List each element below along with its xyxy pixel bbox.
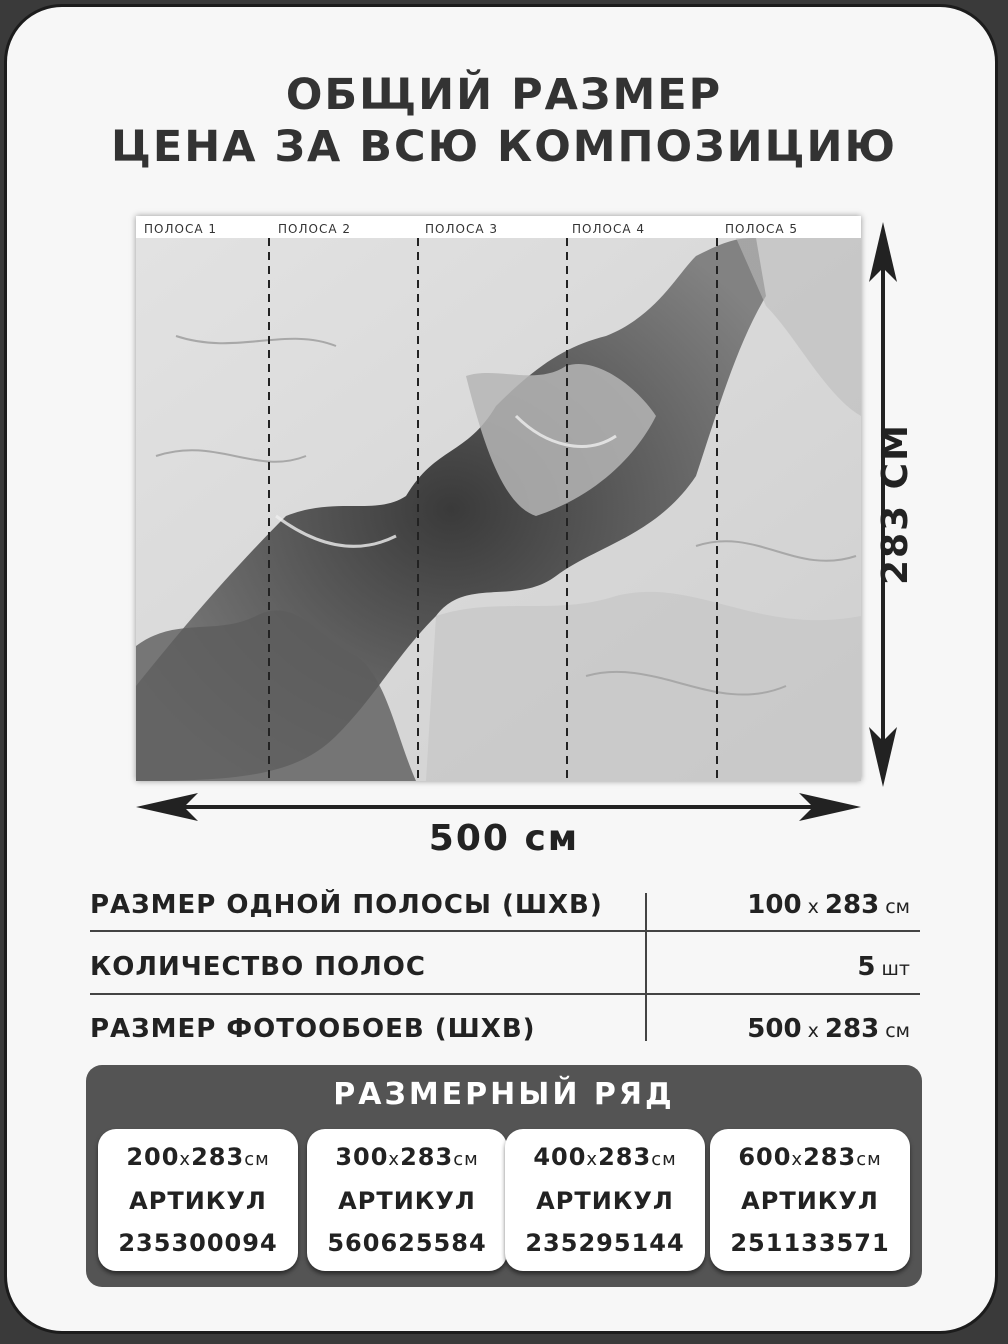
strip-label-3: ПОЛОСА 3 [425, 222, 498, 236]
article-number: 235295144 [525, 1229, 685, 1257]
size-option-400[interactable] [505, 1129, 705, 1271]
marble-image [136, 216, 861, 781]
strip-label-5: ПОЛОСА 5 [725, 222, 798, 236]
height-label: 283 СМ [875, 423, 916, 585]
spec-value: 500 x 283 см [747, 1014, 910, 1044]
divider [90, 930, 920, 932]
article-number: 251133571 [730, 1229, 890, 1257]
spec-label: РАЗМЕР ФОТООБОЕВ (ШХВ) [90, 1014, 536, 1044]
size-option-300[interactable] [307, 1129, 507, 1271]
size-dimensions: 300x283см [335, 1143, 479, 1171]
article-label: АРТИКУЛ [741, 1187, 879, 1215]
divider [90, 993, 920, 995]
article-number: 560625584 [327, 1229, 487, 1257]
spec-value: 100 x 283 см [747, 890, 910, 920]
column-divider [645, 893, 647, 1041]
title-line-2: ЦЕНА ЗА ВСЮ КОМПОЗИЦИЮ [110, 122, 897, 172]
spec-row-strip-count [90, 938, 920, 998]
size-range-title: РАЗМЕРНЫЙ РЯД [333, 1077, 675, 1112]
strip-label-1: ПОЛОСА 1 [144, 222, 217, 236]
size-option-200[interactable] [98, 1129, 298, 1271]
article-number: 235300094 [118, 1229, 278, 1257]
size-dimensions: 200x283см [126, 1143, 270, 1171]
spec-row-strip-size [90, 876, 920, 936]
article-label: АРТИКУЛ [338, 1187, 476, 1215]
strip-label-2: ПОЛОСА 2 [278, 222, 351, 236]
size-option-600[interactable] [710, 1129, 910, 1271]
article-label: АРТИКУЛ [536, 1187, 674, 1215]
article-label: АРТИКУЛ [129, 1187, 267, 1215]
width-label: 500 см [428, 818, 580, 859]
spec-row-wallpaper-size [90, 1000, 920, 1060]
spec-label: РАЗМЕР ОДНОЙ ПОЛОСЫ (ШХВ) [90, 890, 603, 920]
spec-value: 5 шт [857, 952, 910, 982]
size-dimensions: 400x283см [533, 1143, 677, 1171]
wallpaper-preview [136, 216, 861, 781]
title-line-1: ОБЩИЙ РАЗМЕР [285, 70, 723, 120]
size-range-panel [86, 1065, 922, 1287]
spec-label: КОЛИЧЕСТВО ПОЛОС [90, 952, 426, 982]
size-dimensions: 600x283см [738, 1143, 882, 1171]
strip-label-4: ПОЛОСА 4 [572, 222, 645, 236]
